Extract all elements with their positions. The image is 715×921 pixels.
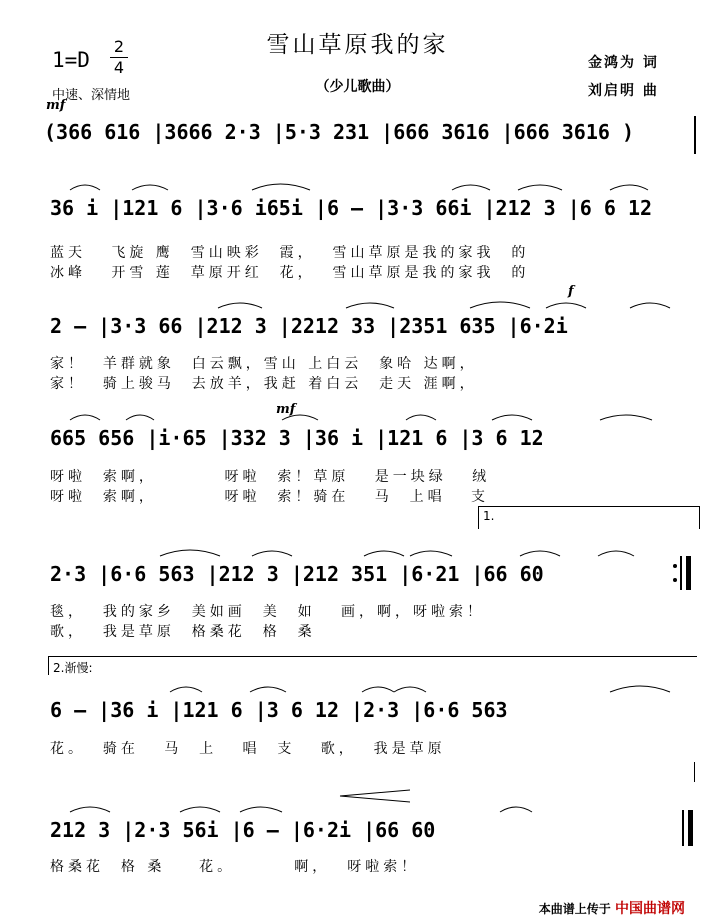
- system-7-notes: 212 3 |2·3 56i |6 — |6·2i |66 60: [50, 818, 436, 842]
- system-6-lyrics: 花。 骑在 马 上 唱 支 歌， 我是草原: [50, 741, 446, 757]
- dynamic-mf-intro: mf: [46, 98, 66, 113]
- slur: [240, 807, 282, 812]
- footer-prefix: 本曲谱上传于: [538, 902, 611, 916]
- slur: [394, 687, 426, 692]
- system-3-lyrics-verse-1: 家！ 羊群就象 白云飘，雪山 上白云 象哈 达啊，: [50, 356, 478, 372]
- slur: [406, 415, 436, 420]
- slur: [470, 302, 530, 308]
- slur: [610, 185, 648, 190]
- crescendo-hairpin: [340, 790, 410, 802]
- slur: [362, 687, 394, 692]
- slur: [598, 551, 634, 556]
- slur: [250, 687, 286, 692]
- system-2-lyrics-verse-2: 冰峰 开雪 莲 草原开红 花， 雪山草原是我的家我 的: [50, 265, 530, 281]
- composer-credit: 刘启明 曲: [588, 83, 659, 99]
- system-2-lyrics-verse-1: 蓝天 飞旋 鹰 雪山映彩 霞， 雪山草原是我的家我 的: [50, 245, 530, 261]
- slur: [520, 551, 560, 556]
- system-6-notes: 6 — |36 i |121 6 |3 6 12 |2·3 |6·6 563: [50, 698, 508, 722]
- slur: [610, 686, 670, 692]
- system-4-lyrics-verse-2: 呀啦 索啊， 呀啦 索！骑在 马 上唱 支: [50, 489, 490, 505]
- slur: [132, 185, 168, 190]
- slur: [282, 415, 318, 420]
- system-5-lyrics-verse-2: 歌， 我是草原 格桑花 格 桑: [50, 624, 316, 640]
- lyricist-credit: 金鸿为 词: [588, 55, 659, 71]
- meter-bottom: 4: [113, 58, 125, 77]
- song-subtitle: （少儿歌曲）: [315, 79, 400, 95]
- system-3-notes: 2 — |3·3 66 |212 3 |2212 33 |2351 635 |6·2i: [50, 314, 568, 338]
- slur: [500, 807, 532, 812]
- system-5-lyrics-verse-1: 毯， 我的家乡 美如画 美 如 画，啊，呀啦索！: [50, 604, 485, 620]
- footer-credit: [539, 898, 685, 918]
- second-ending-label: 2.渐慢:: [53, 661, 93, 675]
- site-logo[interactable]: 中国曲谱网: [615, 901, 685, 917]
- key-signature: 1=D: [52, 48, 90, 72]
- dynamic-f: f: [568, 284, 574, 299]
- slur: [410, 551, 452, 556]
- system-3-lyrics-verse-2: 家！ 骑上骏马 去放羊，我赶 着白云 走天 涯啊，: [50, 376, 478, 392]
- meter-top: 2: [113, 37, 125, 56]
- song-title: 雪山草原我的家: [266, 32, 449, 58]
- first-ending-label: 1.: [483, 509, 495, 523]
- slur: [126, 415, 154, 420]
- slur: [600, 415, 652, 420]
- slur: [452, 185, 490, 190]
- system-1-notes: (366 616 |3666 2·3 |5·3 231 |666 3616 |666 3616 ): [44, 120, 635, 144]
- slur: [492, 415, 532, 420]
- slur: [364, 551, 404, 556]
- dynamic-mf: mf: [276, 402, 296, 417]
- slur: [70, 415, 100, 420]
- slur: [546, 303, 586, 308]
- tempo-marking: 中速、深情地: [52, 88, 131, 103]
- system-4-lyrics-verse-1: 呀啦 索啊， 呀啦 索！草原 是一块绿 绒: [50, 469, 491, 485]
- system-2-notes: 36 i |121 6 |3·6 i65i |6 — |3·3 66i |212 3 |6 6 12: [50, 196, 653, 220]
- slur: [70, 807, 110, 812]
- slur: [170, 687, 202, 692]
- slur: [346, 303, 394, 308]
- system-4-notes: 665 656 |i·65 |332 3 |36 i |121 6 |3 6 12: [50, 426, 544, 450]
- slur: [630, 303, 670, 308]
- slur: [218, 303, 262, 308]
- slur: [160, 550, 220, 556]
- slur: [180, 807, 220, 812]
- slur: [252, 184, 310, 190]
- system-7-lyrics: 格桑花 格 桑 花。 啊， 呀啦索！: [50, 859, 420, 875]
- slur: [70, 185, 100, 190]
- system-5-notes: 2·3 |6·6 563 |212 3 |212 351 |6·21 |66 60: [50, 562, 544, 586]
- slur: [518, 185, 562, 190]
- slur: [252, 551, 292, 556]
